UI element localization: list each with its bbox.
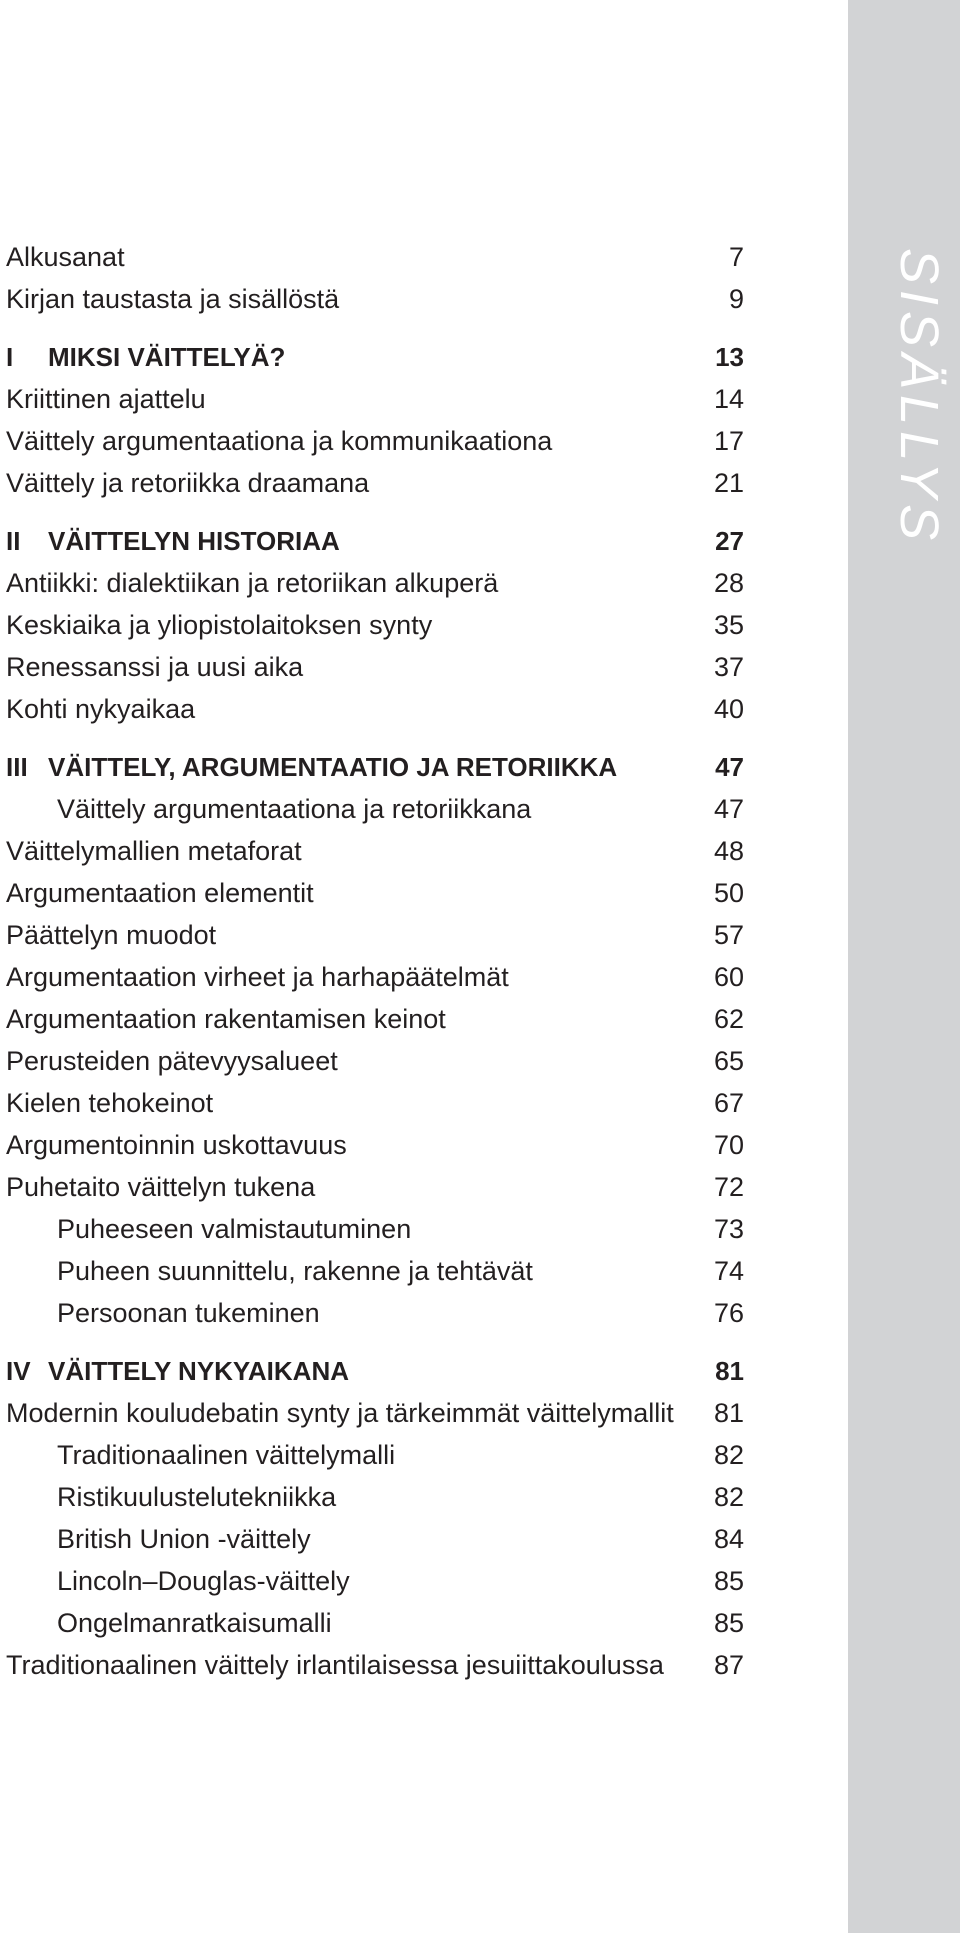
section-number: II [6,526,21,556]
entry-title: Antiikki: dialektiikan ja retoriikan alkuperä [6,568,499,598]
toc-section-heading [6,1352,744,1390]
entry-title: Ongelmanratkaisumalli [57,1608,332,1638]
entry-title: VÄITTELY, ARGUMENTAATIO JA RETORIIKKA [48,752,618,782]
toc-entry [6,648,744,686]
toc-entry [6,1000,744,1038]
page-number: 85 [713,1566,744,1596]
toc-entry [6,238,744,276]
page-number: 40 [713,694,744,724]
entry-title: VÄITTELY NYKYAIKANA [48,1356,349,1386]
section-number: I [6,342,14,372]
toc-entry [6,1646,744,1684]
page-number: 81 [715,1356,744,1386]
page-number: 81 [713,1398,744,1428]
toc-entry [6,280,744,318]
page-number: 7 [728,242,744,272]
page-number: 37 [713,652,744,682]
entry-title: Kriittinen ajattelu [6,384,206,414]
page-number: 50 [713,878,744,908]
toc-entry [6,690,744,728]
toc-subentry [6,1210,744,1248]
toc-subentry [6,1520,744,1558]
page-number: 76 [713,1298,744,1328]
entry-title: Väittely argumentaationa ja kommunikaationa [6,426,553,456]
entry-title: Persoonan tukeminen [57,1298,320,1328]
page-number: 35 [713,610,744,640]
section-number: III [6,752,28,782]
toc-subentry [6,790,744,828]
page-number: 17 [713,426,744,456]
page-number: 28 [713,568,744,598]
page-number: 84 [713,1524,744,1554]
page-number: 82 [713,1440,744,1470]
page-number: 65 [713,1046,744,1076]
entry-title: Perusteiden pätevyysalueet [6,1046,338,1076]
entry-title: Päättelyn muodot [6,920,217,950]
entry-title: Argumentaation elementit [6,878,314,908]
entry-title: Modernin kouludebatin synty ja tärkeimmät väittelymallit [6,1398,674,1428]
toc-entry [6,874,744,912]
entry-title: Ristikuulustelutekniikka [57,1482,337,1512]
entry-title: Keskiaika ja yliopistolaitoksen synty [6,610,433,640]
toc-section-heading [6,522,744,560]
toc-entry [6,464,744,502]
page-number: 47 [713,794,744,824]
entry-title: Väittely argumentaationa ja retoriikkana [57,794,532,824]
entry-title: Kielen tehokeinot [6,1088,214,1118]
entry-title: MIKSI VÄITTELYÄ? [48,342,286,372]
entry-title: Puhetaito väittelyn tukena [6,1172,316,1202]
page-number: 85 [713,1608,744,1638]
toc-section-heading [6,748,744,786]
toc-subentry [6,1294,744,1332]
page-number: 57 [713,920,744,950]
page-number: 27 [715,526,744,556]
sidebar-title: SISÄLLYS [889,248,949,547]
toc-entry [6,1126,744,1164]
page-number: 67 [713,1088,744,1118]
entry-title: Väittely ja retoriikka draamana [6,468,370,498]
entry-title: Renessanssi ja uusi aika [6,652,304,682]
toc-entry [6,606,744,644]
page-number: 60 [713,962,744,992]
entry-title: Argumentoinnin uskottavuus [6,1130,347,1160]
toc-entry [6,380,744,418]
toc-entry [6,832,744,870]
toc-entry [6,916,744,954]
toc-entry [6,1394,744,1432]
page-number: 13 [715,342,744,372]
entry-title: Argumentaation rakentamisen keinot [6,1004,446,1034]
toc-section-heading [6,338,744,376]
toc-entry [6,1168,744,1206]
page-number: 72 [713,1172,744,1202]
entry-title: Alkusanat [6,242,125,272]
toc-entry [6,1084,744,1122]
entry-title: Puheeseen valmistautuminen [57,1214,412,1244]
toc-subentry [6,1562,744,1600]
toc-entry [6,564,744,602]
entry-title: Kohti nykyaikaa [6,694,196,724]
toc-entry [6,958,744,996]
page-number: 70 [713,1130,744,1160]
page-number: 47 [715,752,744,782]
toc-subentry [6,1436,744,1474]
page-number: 73 [713,1214,744,1244]
toc-entry [6,422,744,460]
entry-title: VÄITTELYN HISTORIAA [48,526,340,556]
entry-title: Traditionaalinen väittely irlantilaisessa jesuiittakoulussa [6,1650,664,1680]
page-number: 21 [713,468,744,498]
entry-title: Kirjan taustasta ja sisällöstä [6,284,340,314]
page-number: 74 [713,1256,744,1286]
entry-title: British Union -väittely [57,1524,311,1554]
page-number: 62 [713,1004,744,1034]
page-number: 9 [728,284,744,314]
page-number: 48 [713,836,744,866]
section-number: IV [6,1356,31,1386]
entry-title: Lincoln–Douglas-väittely [57,1566,350,1596]
toc-subentry [6,1604,744,1642]
entry-title: Puheen suunnittelu, rakenne ja tehtävät [57,1256,533,1286]
entry-title: Traditionaalinen väittelymalli [57,1440,396,1470]
entry-title: Argumentaation virheet ja harhapäätelmät [6,962,509,992]
toc-subentry [6,1478,744,1516]
entry-title: Väittelymallien metaforat [6,836,302,866]
toc-subentry [6,1252,744,1290]
page-number: 82 [713,1482,744,1512]
page-number: 87 [713,1650,744,1680]
toc-entry [6,1042,744,1080]
page-number: 14 [713,384,744,414]
